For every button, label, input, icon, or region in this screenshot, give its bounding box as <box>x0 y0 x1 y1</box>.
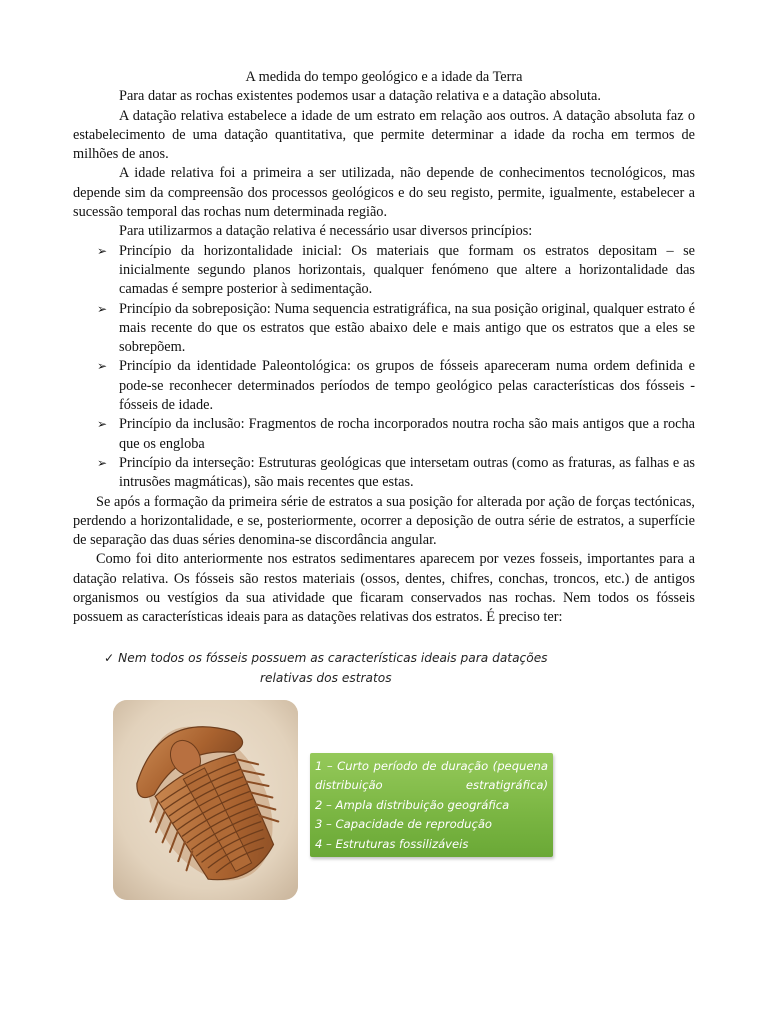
principle-paleontological: Princípio da identidade Paleontológica: os grupos de fósseis apareceram numa ordem definida e pode-se reconhecer determinados períodos de tempo geológico pelas características dos fósseis - fósseis de idade. <box>119 358 695 414</box>
arrow-bullet-icon: ➢ <box>97 455 108 470</box>
list-item: 2 – Ampla distribuição geográfica <box>315 797 510 812</box>
caption-line-2: relativas dos estratos <box>260 671 392 685</box>
list-item <box>73 454 695 493</box>
arrow-bullet-icon: ➢ <box>97 243 108 258</box>
check-icon: ✓ <box>104 651 115 665</box>
list-item <box>73 300 695 358</box>
list-item: 1 – Curto período de duração (pequena distribuição estratigráfica) <box>315 759 548 793</box>
document-page <box>73 68 695 628</box>
list-item <box>73 415 695 454</box>
arrow-bullet-icon: ➢ <box>97 359 108 374</box>
list-item: 3 – Capacidade de reprodução <box>315 817 493 832</box>
principles-list <box>73 242 695 493</box>
fossil-characteristics-box <box>310 753 553 857</box>
principle-inclusion: Princípio da inclusão: Fragmentos de rocha incorporados noutra rocha são mais antigos que a rocha que os engloba <box>119 416 695 452</box>
paragraph-principles-intro: Para utilizarmos a datação relativa é necessário usar diversos princípios: <box>119 223 533 240</box>
arrow-bullet-icon: ➢ <box>97 301 108 316</box>
characteristics-list <box>310 753 553 854</box>
paragraph-angular-unconformity: Se após a formação da primeira série de estratos a sua posição for alterada por ação de forças tectónicas, perdendo a horizontalidade, e se, posteriormente, ocorrer a deposição de outra série de estratos, a superfície de separação das duas séries denomina-se discordância angular. <box>73 493 695 549</box>
principle-superposition: Princípio da sobreposição: Numa sequencia estratigráfica, na sua posição original, qualquer estrato é mais recente do que os estratos que estão abaixo dele e mais antigo que os estratos que a eles se sobrepõem. <box>119 300 695 356</box>
trilobite-fossil-icon <box>113 700 298 900</box>
paragraph-relative-absolute: A datação relativa estabelece a idade de um estrato em relação aos outros. A datação absoluta faz o estabelecimento de uma datação quantitativa, que permite determinar a idade da rocha em termos de milhões de anos. <box>73 107 695 163</box>
caption-line-1: Nem todos os fósseis possuem as características ideais para datações <box>118 651 548 665</box>
arrow-bullet-icon: ➢ <box>97 417 108 432</box>
paragraph-fossils: Como foi dito anteriormente nos estratos sedimentares aparecem por vezes fosseis, importantes para a datação relativa. Os fósseis são restos materiais (ossos, dentes, chifres, conchas, troncos, etc.) de antigos organismos ou vestígios da sua atividade que ficaram conservados nas rochas. Nem todos os fósseis possuem as características ideais para as datações relativas dos estratos. É preciso ter: <box>73 551 695 626</box>
list-item <box>73 242 695 300</box>
principle-horizontality: Princípio da horizontalidade inicial: Os materiais que formam os estratos depositam – se inicialmente segundo planos horizontais, qualquer fenómeno que altere a horizontalidade das camadas é sempre posterior à sedimentação. <box>119 242 695 298</box>
paragraph-intro: Para datar as rochas existentes podemos usar a datação relativa e a datação absoluta. <box>119 88 601 105</box>
list-item: 4 – Estruturas fossilizáveis <box>315 836 469 851</box>
document-title: A medida do tempo geológico e a idade da Terra <box>245 69 523 85</box>
list-item <box>73 357 695 415</box>
principle-intersection: Princípio da interseção: Estruturas geológicas que intersetam outras (como as fraturas, as falhas e as intrusões magmáticas), são mais recentes que estas. <box>119 454 695 491</box>
paragraph-relative-age: A idade relativa foi a primeira a ser utilizada, não depende de conhecimentos tecnológicos, mas depende sim da compreensão dos processos geológicos e do seu registo, permite, igualmente, estabelecer a sucessão temporal das rochas num determinada região. <box>73 165 695 221</box>
figure-caption <box>104 648 564 688</box>
